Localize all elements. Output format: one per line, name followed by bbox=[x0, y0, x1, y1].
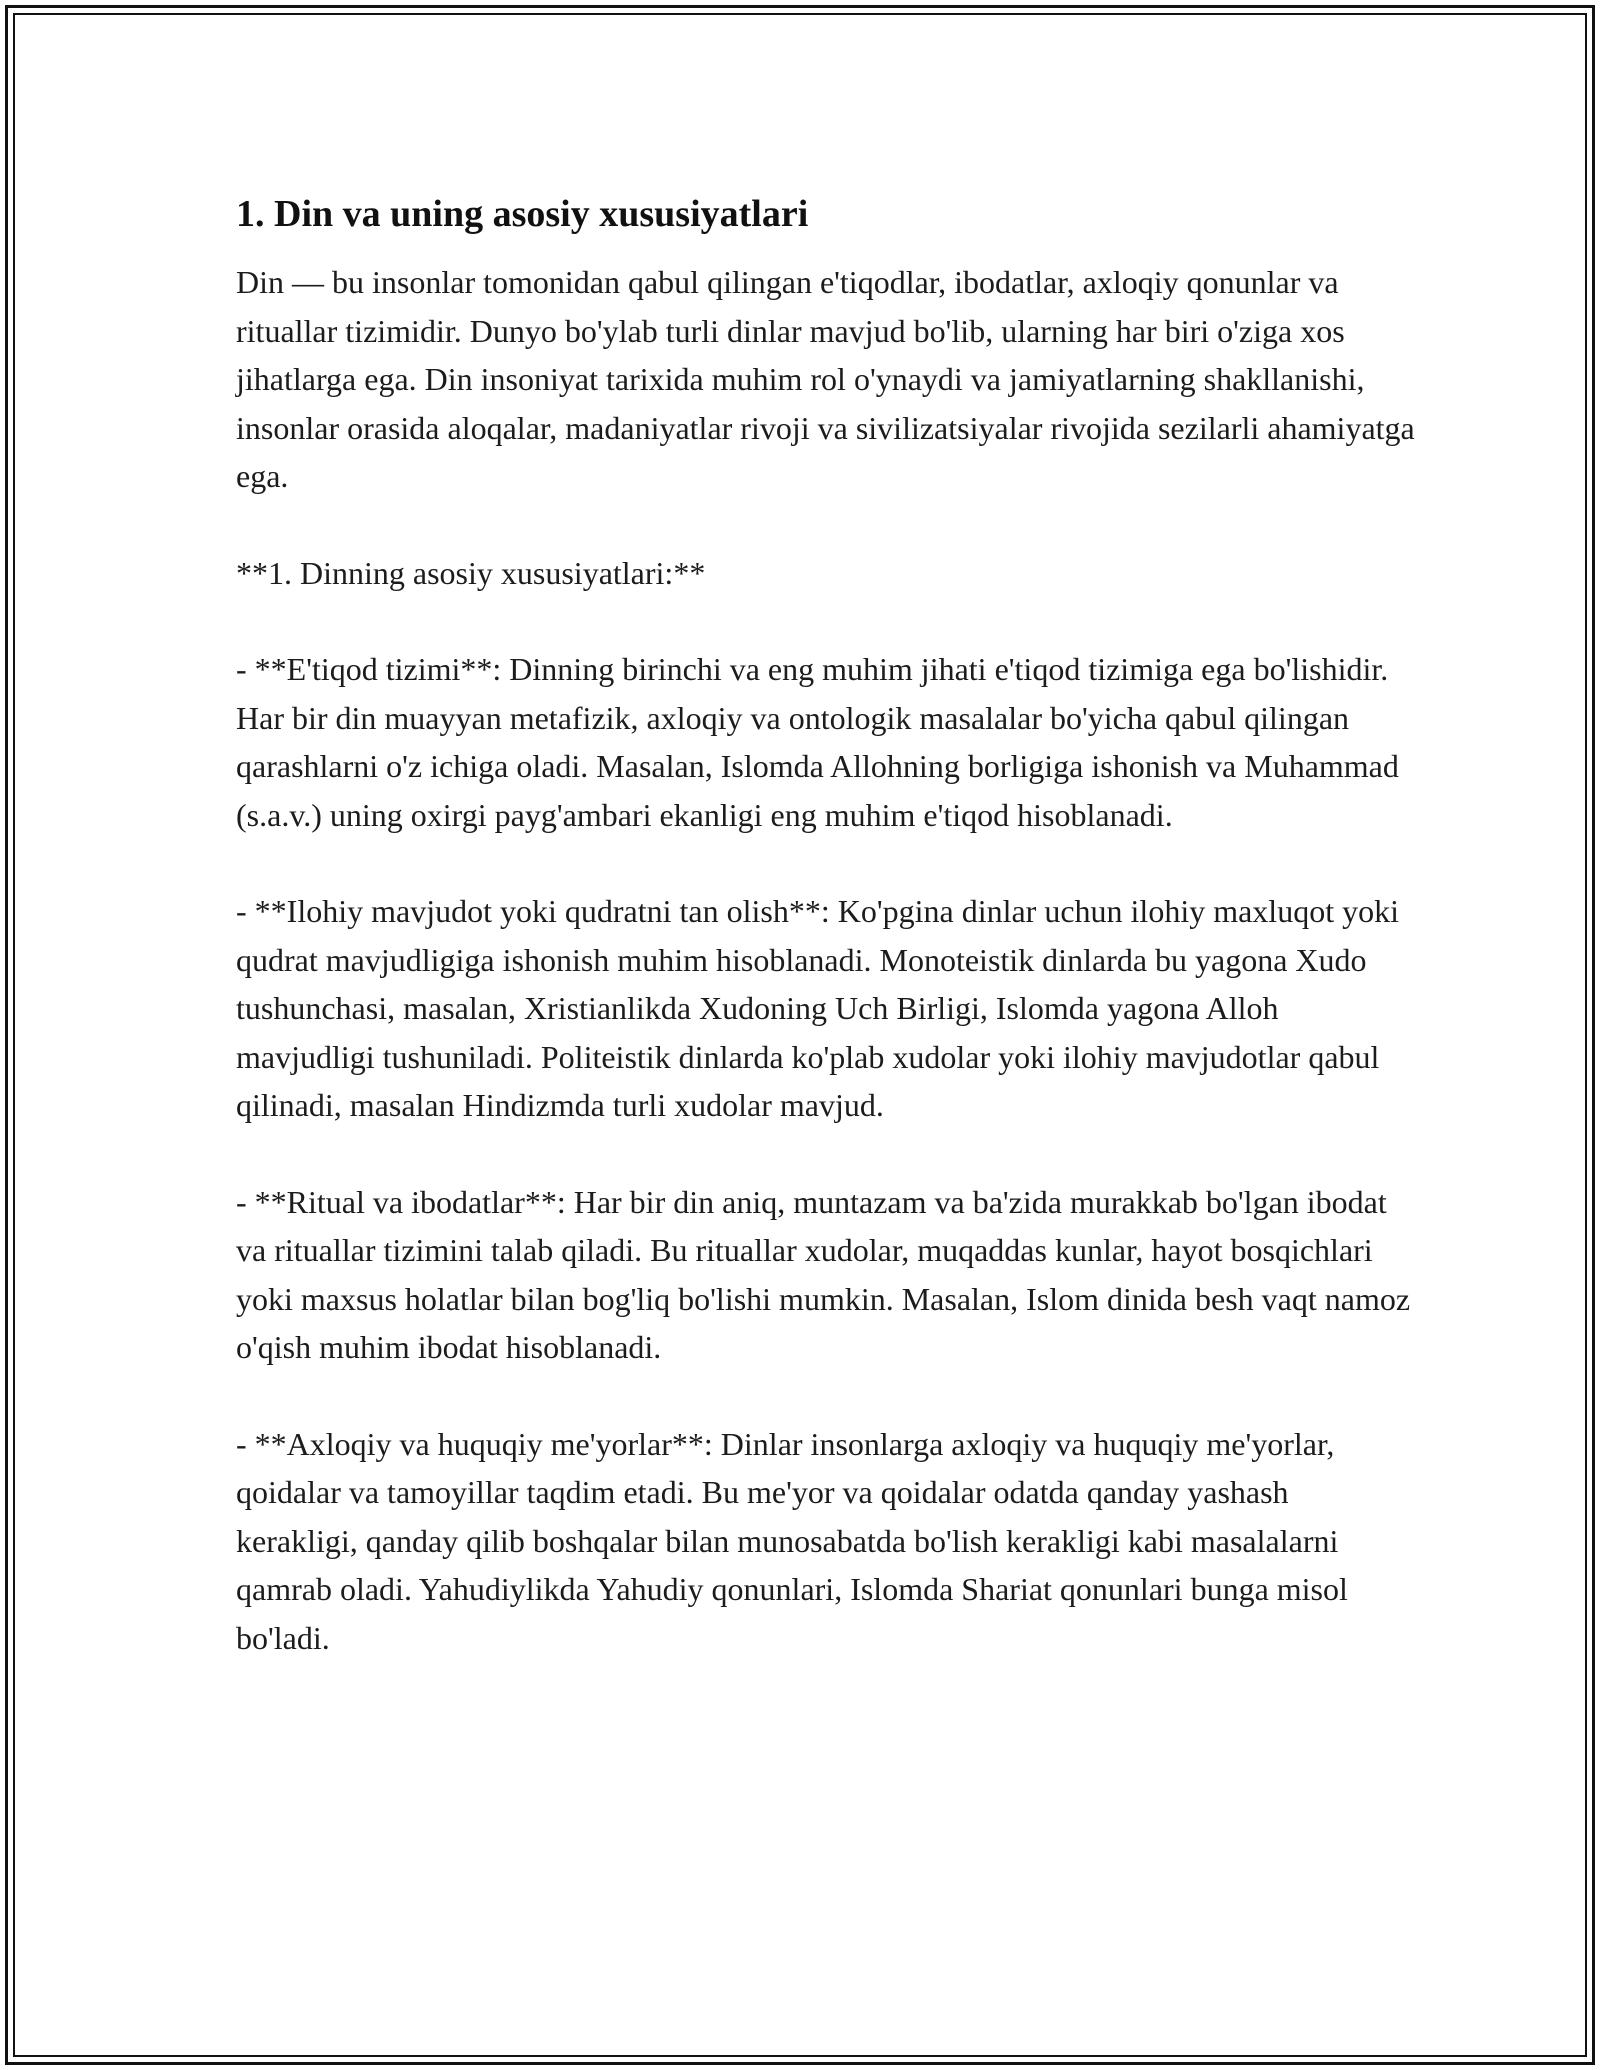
intro-paragraph: Din — bu insonlar tomonidan qabul qilingan e'tiqodlar, ibodatlar, axloqiy qonunlar va rituallar tizimidir. Dunyo bo'ylab turli dinlar mavjud bo'lib, ularning har biri o'ziga xos jihatlarga ega. Din insoniyat tarixida muhim rol o'ynaydi va jamiyatlarning shakllanishi, insonlar orasida aloqalar, madaniyatlar rivoji va sivilizatsiyalar rivojida sezilarli ahamiyatga ega. bbox=[236, 264, 1415, 494]
list-item-etiqod: - **E'tiqod tizimi**: Dinning birinchi va eng muhim jihati e'tiqod tizimiga ega bo'lishidir. Har bir din muayyan metafizik, axloqiy va ontologik masalalar bo'yicha qabul qilingan qarashlarni o'z ichiga oladi. Masalan, Islomda Allohning borligiga ishonish va Muhammad (s.a.v.) uning oxirgi payg'ambari ekanligi eng muhim e'tiqod hisoblanadi. bbox=[236, 651, 1399, 833]
list-item-ritual: - **Ritual va ibodatlar**: Har bir din aniq, muntazam va ba'zida murakkab bo'lgan ibodat va rituallar tizimini talab qiladi. Bu rituallar xudolar, muqaddas kunlar, hayot bosqichlari yoki maxsus holatlar bilan bog'liq bo'lishi mumkin. Masalan, Islom dinida besh vaqt namoz o'qish muhim ibodat hisoblanadi. bbox=[236, 1183, 1411, 1365]
list-item-ilohiy: - **Ilohiy mavjudot yoki qudratni tan olish**: Ko'pgina dinlar uchun ilohiy maxluqot yoki qudrat mavjudligiga ishonish muhim hisoblanadi. Monoteistik dinlarda bu yagona Xudo tushunchasi, masalan, Xristianlikda Xudoning Uch Birligi, Islomda yagona Alloh mavjudligi tushuniladi. Politeistik dinlarda ko'plab xudolar yoki ilohiy mavjudotlar qabul qilinadi, masalan Hindizmda turli xudolar mavjud. bbox=[236, 893, 1399, 1123]
section-heading: 1. Din va uning asosiy xususiyatlari bbox=[236, 193, 809, 235]
subsection-heading: **1. Dinning asosiy xususiyatlari:** bbox=[236, 554, 706, 591]
list-item-axloqiy: - **Axloqiy va huquqiy me'yorlar**: Dinlar insonlarga axloqiy va huquqiy me'yorlar, qoidalar va tamoyillar taqdim etadi. Bu me'yor va qoidalar odatda qanday yashash kerakligi, qanday qilib boshqalar bilan munosabatda bo'lish kerakligi kabi masalalarni qamrab oladi. Yahudiylikda Yahudiy qonunlari, Islomda Shariat qonunlari bunga misol bo'ladi. bbox=[236, 1425, 1348, 1656]
document-body bbox=[236, 190, 1416, 1710]
